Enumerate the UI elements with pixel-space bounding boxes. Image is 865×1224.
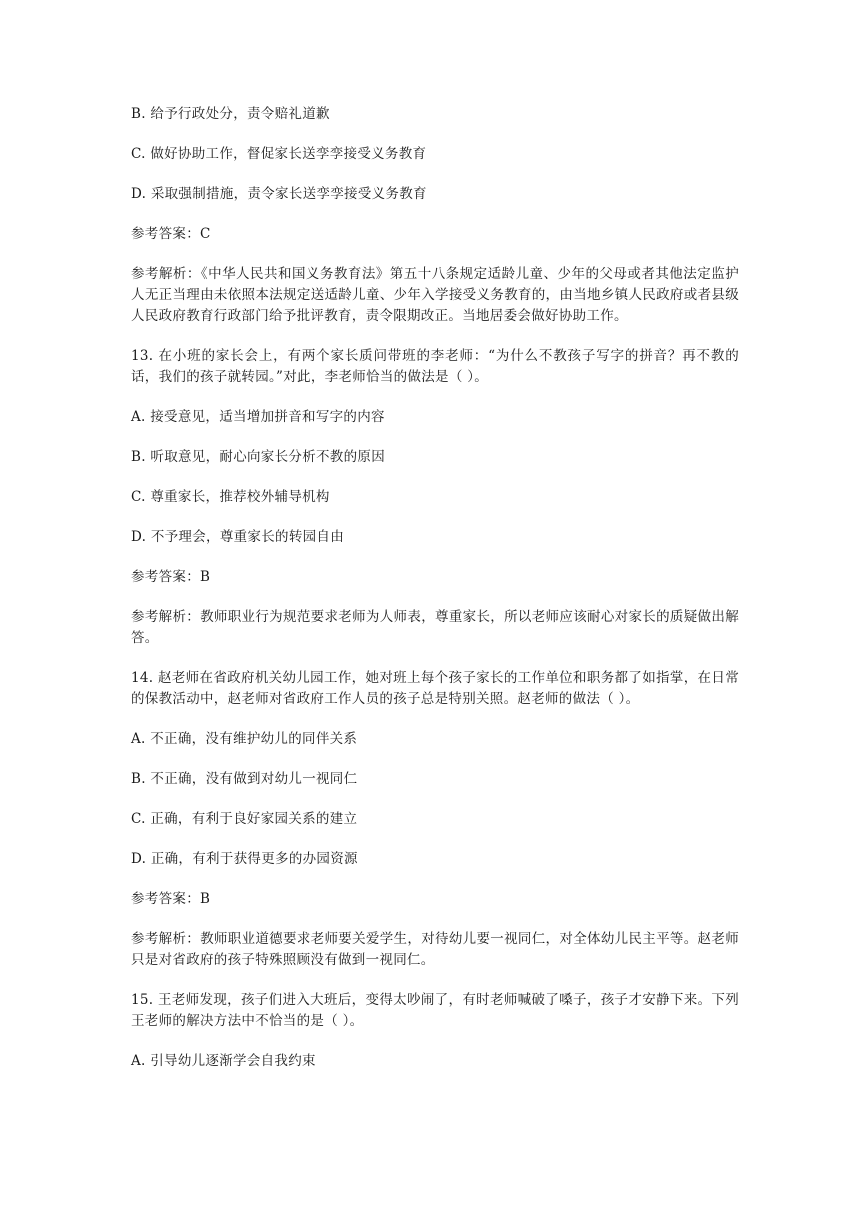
option-a-q14: A. 不正确，没有维护幼儿的同伴关系 bbox=[131, 731, 358, 747]
option-d-q14: D. 正确，有利于获得更多的办园资源 bbox=[131, 851, 358, 867]
option-c-q12: C. 做好协助工作，督促家长送孪孪接受义务教育 bbox=[131, 146, 427, 162]
option-a-q15: A. 引导幼儿逐渐学会自我约束 bbox=[131, 1053, 316, 1069]
document-page bbox=[131, 104, 739, 1091]
answer-q14: 参考答案：B bbox=[131, 891, 211, 907]
option-b-q12: B. 给予行政处分，责令赔礼道歉 bbox=[131, 106, 330, 122]
option-b-q13: B. 听取意见，耐心向家长分析不教的原因 bbox=[131, 449, 386, 465]
answer-q13: 参考答案：B bbox=[131, 569, 211, 585]
analysis-q14: 参考解析：教师职业道德要求老师要关爱学生，对待幼儿要一视同仁，对全体幼儿民主平等。赵老师只是对省政府的孩子特殊照顾没有做到一视同仁。 bbox=[131, 931, 739, 968]
analysis-q12: 参考解析：《中华人民共和国义务教育法》第五十八条规定适龄儿童、少年的父母或者其他法定监护人无正当理由未依照本法规定送适龄儿童、少年入学接受义务教育的，由当地乡镇人民政府或者县级人民政府教育行政部门给予批评教育，责令限期改正。当地居委会做好协助工作。 bbox=[131, 266, 739, 324]
answer-q12: 参考答案：C bbox=[131, 226, 211, 242]
option-c-q14: C. 正确，有利于良好家园关系的建立 bbox=[131, 811, 358, 827]
option-b-q14: B. 不正确，没有做到对幼儿一视同仁 bbox=[131, 771, 358, 787]
analysis-q13: 参考解析：教师职业行为规范要求老师为人师表，尊重家长，所以老师应该耐心对家长的质疑做出解答。 bbox=[131, 609, 739, 646]
question-14: 14. 赵老师在省政府机关幼儿园工作，她对班上每个孩子家长的工作单位和职务都了如指掌，在日常的保教活动中，赵老师对省政府工作人员的孩子总是特别关照。赵老师的做法（ ）。 bbox=[131, 670, 739, 707]
option-a-q13: A. 接受意见，适当增加拼音和写字的内容 bbox=[131, 409, 385, 425]
option-d-q12: D. 采取强制措施，责令家长送孪孪接受义务教育 bbox=[131, 186, 427, 202]
question-13: 13. 在小班的家长会上，有两个家长质问带班的李老师：“为什么不教孩子写字的拼音？再不教的话，我们的孩子就转园。”对此，李老师恰当的做法是（ ）。 bbox=[131, 348, 739, 385]
option-d-q13: D. 不予理会，尊重家长的转园自由 bbox=[131, 529, 345, 545]
question-15: 15. 王老师发现，孩子们进入大班后，变得太吵闹了，有时老师喊破了嗓子，孩子才安静下来。下列王老师的解决方法中不恰当的是（ ）。 bbox=[131, 992, 739, 1029]
option-c-q13: C. 尊重家长，推荐校外辅导机构 bbox=[131, 489, 330, 505]
